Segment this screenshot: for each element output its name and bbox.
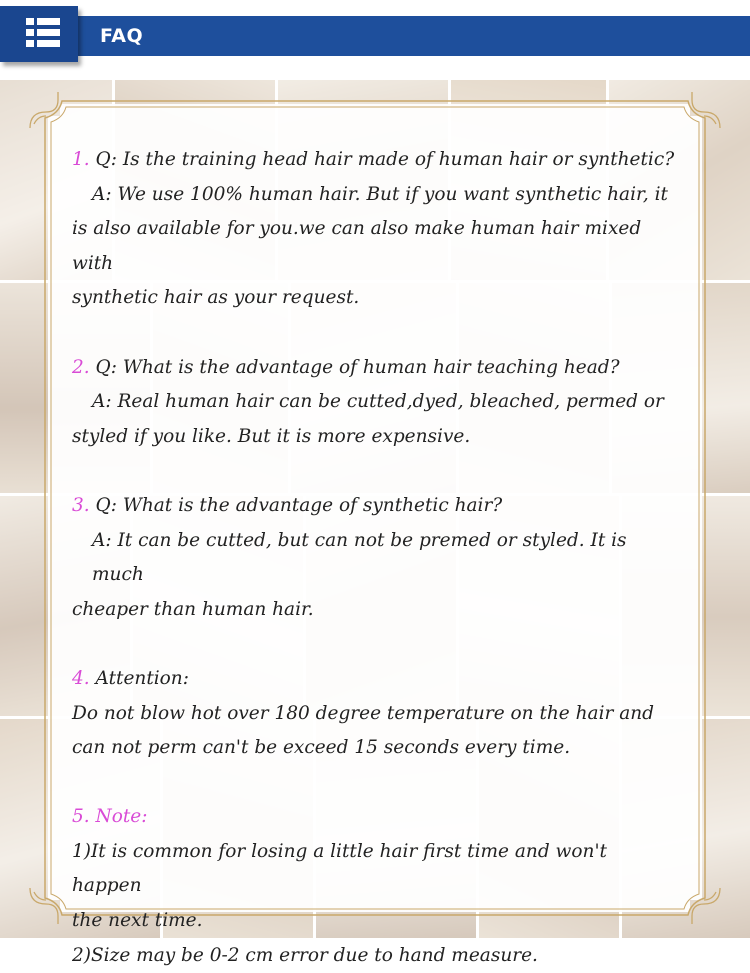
faq-answer-1-line-2: is also available for you.we can also make human hair mixed with bbox=[72, 218, 642, 274]
faq-answer-2-line-1: A: Real human hair can be cutted,dyed, bleached, permed or bbox=[92, 391, 664, 413]
page-title: FAQ bbox=[100, 25, 144, 47]
faq-answer-1-line-1: A: We use 100% human hair. But if you want synthetic hair, it bbox=[92, 183, 668, 205]
faq-note-line-3: 2)Size may be 0-2 cm error due to hand measure. bbox=[72, 944, 538, 966]
faq-answer-3-line-1: A: It can be cutted, but can not be premed or styled. It is much bbox=[92, 529, 627, 586]
faq-note-heading: 5. Note: bbox=[72, 806, 148, 828]
faq-question-2: 2. Q: What is the advantage of human hair teaching head? bbox=[72, 356, 620, 378]
faq-question-1: 1. Q: Is the training head hair made of human hair or synthetic? bbox=[72, 149, 675, 170]
faq-attention-line-1: Do not blow hot over 180 degree temperature on the hair and bbox=[72, 702, 655, 724]
faq-question-3: 3. Q: What is the advantage of synthetic hair? bbox=[72, 494, 503, 516]
faq-attention-heading: 4. Attention: bbox=[72, 667, 189, 689]
faq-note-line-1: 1)It is common for losing a little hair first time and won't happen bbox=[72, 840, 607, 897]
faq-content bbox=[72, 143, 682, 973]
faq-answer-1-line-3: synthetic hair as your request. bbox=[72, 287, 360, 309]
faq-answer-3-line-2: cheaper than human hair. bbox=[72, 598, 314, 620]
faq-attention-line-2: can not perm can't be exceed 15 seconds every time. bbox=[72, 737, 571, 759]
faq-note-line-2: the next time. bbox=[72, 910, 203, 932]
faq-answer-2-line-2: styled if you like. But it is more expensive. bbox=[72, 425, 471, 447]
